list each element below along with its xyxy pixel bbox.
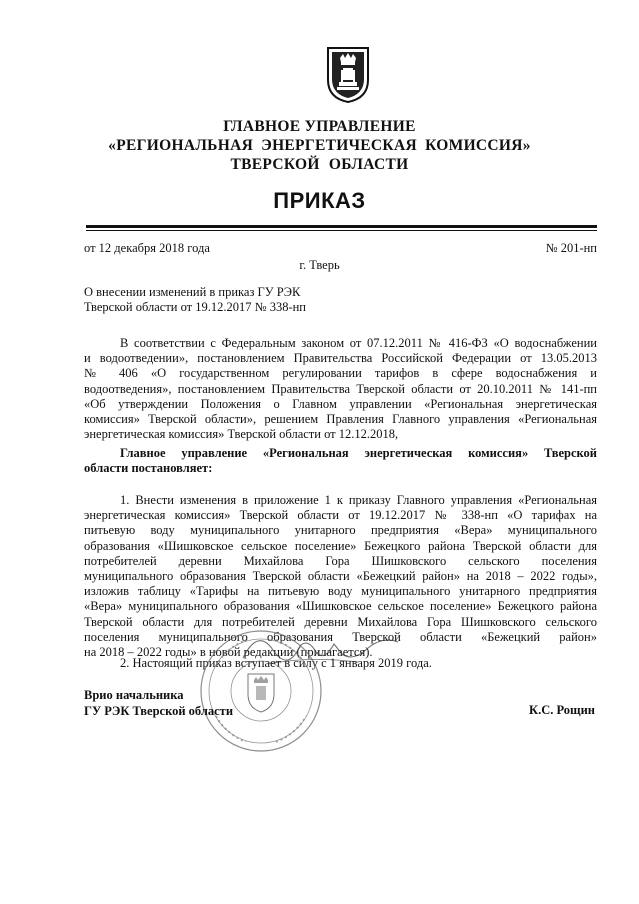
org-name-line1: ГЛАВНОЕ УПРАВЛЕНИЕ bbox=[223, 118, 416, 135]
item-1-line: «Вера» муниципального образования «Шишковское сельское поселение» Бежецкого района bbox=[84, 599, 597, 614]
document-title: ПРИКАЗ bbox=[273, 188, 366, 213]
document-number: № 201-нп bbox=[545, 241, 597, 255]
item-2-paragraph bbox=[84, 656, 597, 671]
preamble-line: № 406 «О государственном регулировании тарифов в сфере водоснабжения и bbox=[84, 366, 597, 381]
decree-line: области постановляет: bbox=[84, 461, 213, 476]
item-1-line: изложив таблицу «Тарифы на питьевую воду муниципального унитарного предприятия bbox=[84, 584, 597, 599]
item-1-line: образования «Шишковское сельское поселение» Бежецкого района Тверской области для bbox=[84, 538, 597, 553]
org-name-line3: ТВЕРСКОЙ ОБЛАСТИ bbox=[230, 156, 409, 173]
signer-name: К.С. Рощин bbox=[529, 703, 595, 717]
item-1-line: поселения муниципального образования Тверской области «Бежецкий район» bbox=[84, 629, 597, 644]
subject-line: Тверской области от 19.12.2017 № 338-нп bbox=[84, 300, 306, 314]
org-name-line2: «РЕГИОНАЛЬНАЯ ЭНЕРГЕТИЧЕСКАЯ КОМИССИЯ» bbox=[108, 137, 531, 154]
document-date: от 12 декабря 2018 года bbox=[84, 241, 210, 255]
item-1-paragraph bbox=[84, 493, 597, 660]
preamble-line: В соответствии с Федеральным законом от 07.12.2011 № 416-ФЗ «О водоснабжении bbox=[120, 336, 597, 350]
document-city: г. Тверь bbox=[299, 258, 340, 272]
header-divider-thin bbox=[86, 230, 597, 231]
preamble-line: комиссия» Тверской области», решением Правления Главного управления «Региональная bbox=[84, 412, 597, 427]
preamble-line: водоотведения», постановлением Правительства Тверской области от 20.10.2011 № 141-пп bbox=[84, 381, 597, 396]
preamble-line: и водоотведении», постановлением Правительства Российской Федерации от 13.05.2013 bbox=[84, 351, 597, 366]
item-1-line: питьевую воду муниципального унитарного предприятия «Вера» муниципального bbox=[84, 523, 597, 538]
signer-position-line2: ГУ РЭК Тверской области bbox=[84, 704, 234, 718]
item-1-line: на 2018 – 2022 годы» в новой редакции (прилагается). bbox=[84, 645, 373, 660]
document-subject bbox=[84, 285, 306, 315]
item-1-line: Тверской области для потребителей деревни Михайлова Гора Шишковского сельского bbox=[84, 614, 597, 629]
tver-coat-of-arms-icon bbox=[326, 46, 370, 104]
item-2-line: 2. Настоящий приказ вступает в силу с 1 января 2019 года. bbox=[120, 656, 432, 670]
decree-line: Главное управление «Региональная энергетическая комиссия» Тверской bbox=[120, 446, 597, 460]
preamble-line: «Об утверждении Положения о Главном управлении «Региональная энергетическая bbox=[84, 396, 597, 411]
header-divider-thick bbox=[86, 225, 597, 228]
preamble-line: энергетическая комиссия» Тверской области от 12.12.2018, bbox=[84, 427, 399, 442]
item-1-line: муниципального образования Тверской области «Бежецкий район» на 2018 – 2022 годы», bbox=[84, 569, 597, 584]
signer-position-line1: Врио начальника bbox=[84, 688, 184, 702]
item-1-line: потребителей деревни Михайлова Гора Шишковского сельского поселения bbox=[84, 553, 597, 568]
item-1-line: энергетическая комиссия» Тверской области от 19.12.2017 № 338-нп «О тарифах на bbox=[84, 508, 597, 523]
decree-paragraph bbox=[84, 446, 597, 476]
subject-line: О внесении изменений в приказ ГУ РЭК bbox=[84, 285, 301, 299]
item-1-line: 1. Внести изменения в приложение 1 к приказу Главного управления «Региональная bbox=[120, 493, 597, 507]
preamble-paragraph bbox=[84, 336, 597, 442]
